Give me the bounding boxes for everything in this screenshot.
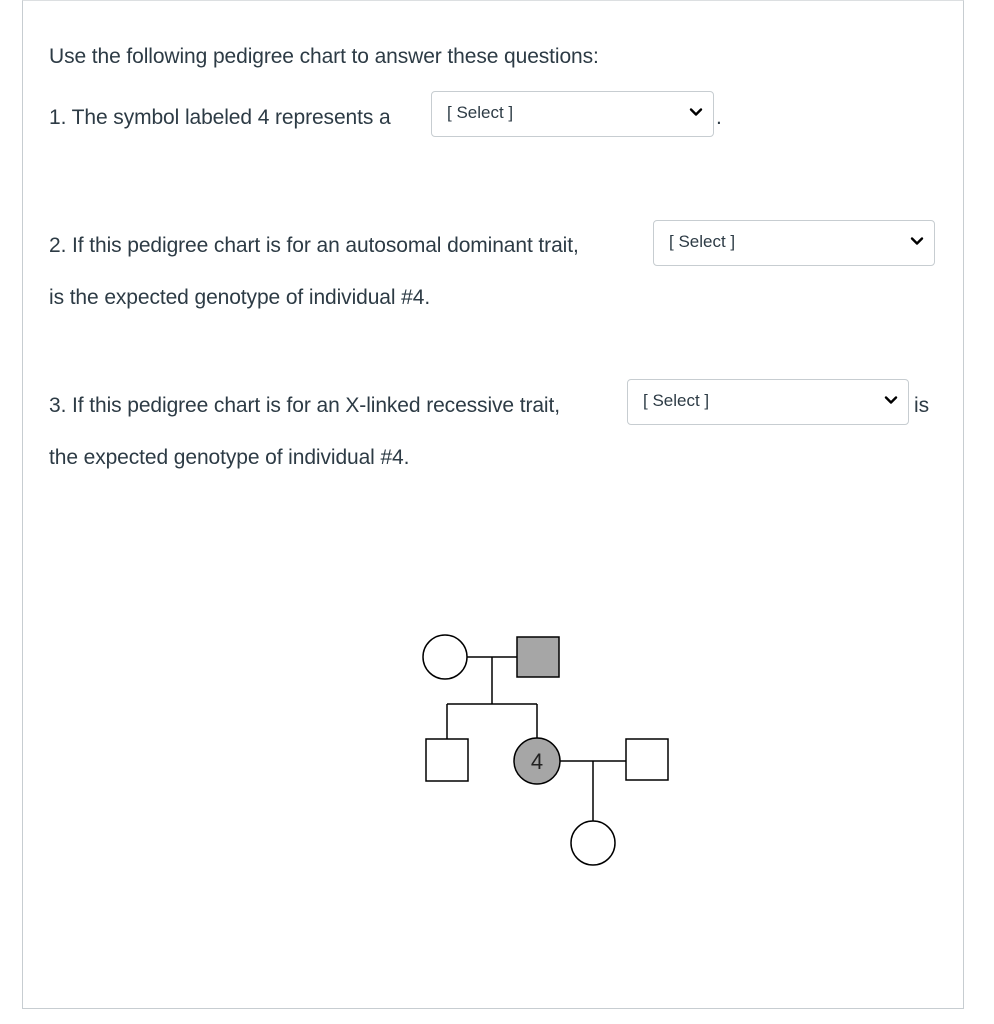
question-3-inline-after: is	[914, 394, 929, 417]
question-3-select-value: [ Select ]	[643, 391, 710, 410]
son-male-unaffected	[426, 739, 468, 781]
individual-4-label: 4	[530, 749, 544, 774]
question-2-select-value: [ Select ]	[669, 232, 736, 251]
grandchild-female-unaffected	[571, 821, 615, 865]
question-3-select[interactable]	[627, 379, 909, 425]
question-3-text: 3. If this pedigree chart is for an X-linked recessive trait,	[49, 394, 560, 417]
question-1-select[interactable]	[431, 91, 714, 137]
father-male-affected	[517, 637, 559, 677]
mother-female-unaffected	[423, 635, 467, 679]
pedigree-chart	[400, 620, 690, 870]
chevron-down-icon	[884, 393, 898, 407]
question-2-select[interactable]	[653, 220, 935, 266]
question-3-continuation: the expected genotype of individual #4.	[49, 446, 410, 469]
chevron-down-icon	[910, 234, 924, 248]
instructions-text: Use the following pedigree chart to answer these questions:	[49, 45, 599, 68]
question-2-continuation: is the expected genotype of individual #4.	[49, 286, 431, 309]
question-1-period: .	[716, 106, 722, 129]
chevron-down-icon	[689, 105, 703, 119]
question-1-select-value: [ Select ]	[447, 103, 514, 122]
spouse-male-unaffected	[626, 739, 668, 780]
question-2-text: 2. If this pedigree chart is for an autosomal dominant trait,	[49, 234, 579, 257]
question-1-text: 1. The symbol labeled 4 represents a	[49, 106, 391, 129]
